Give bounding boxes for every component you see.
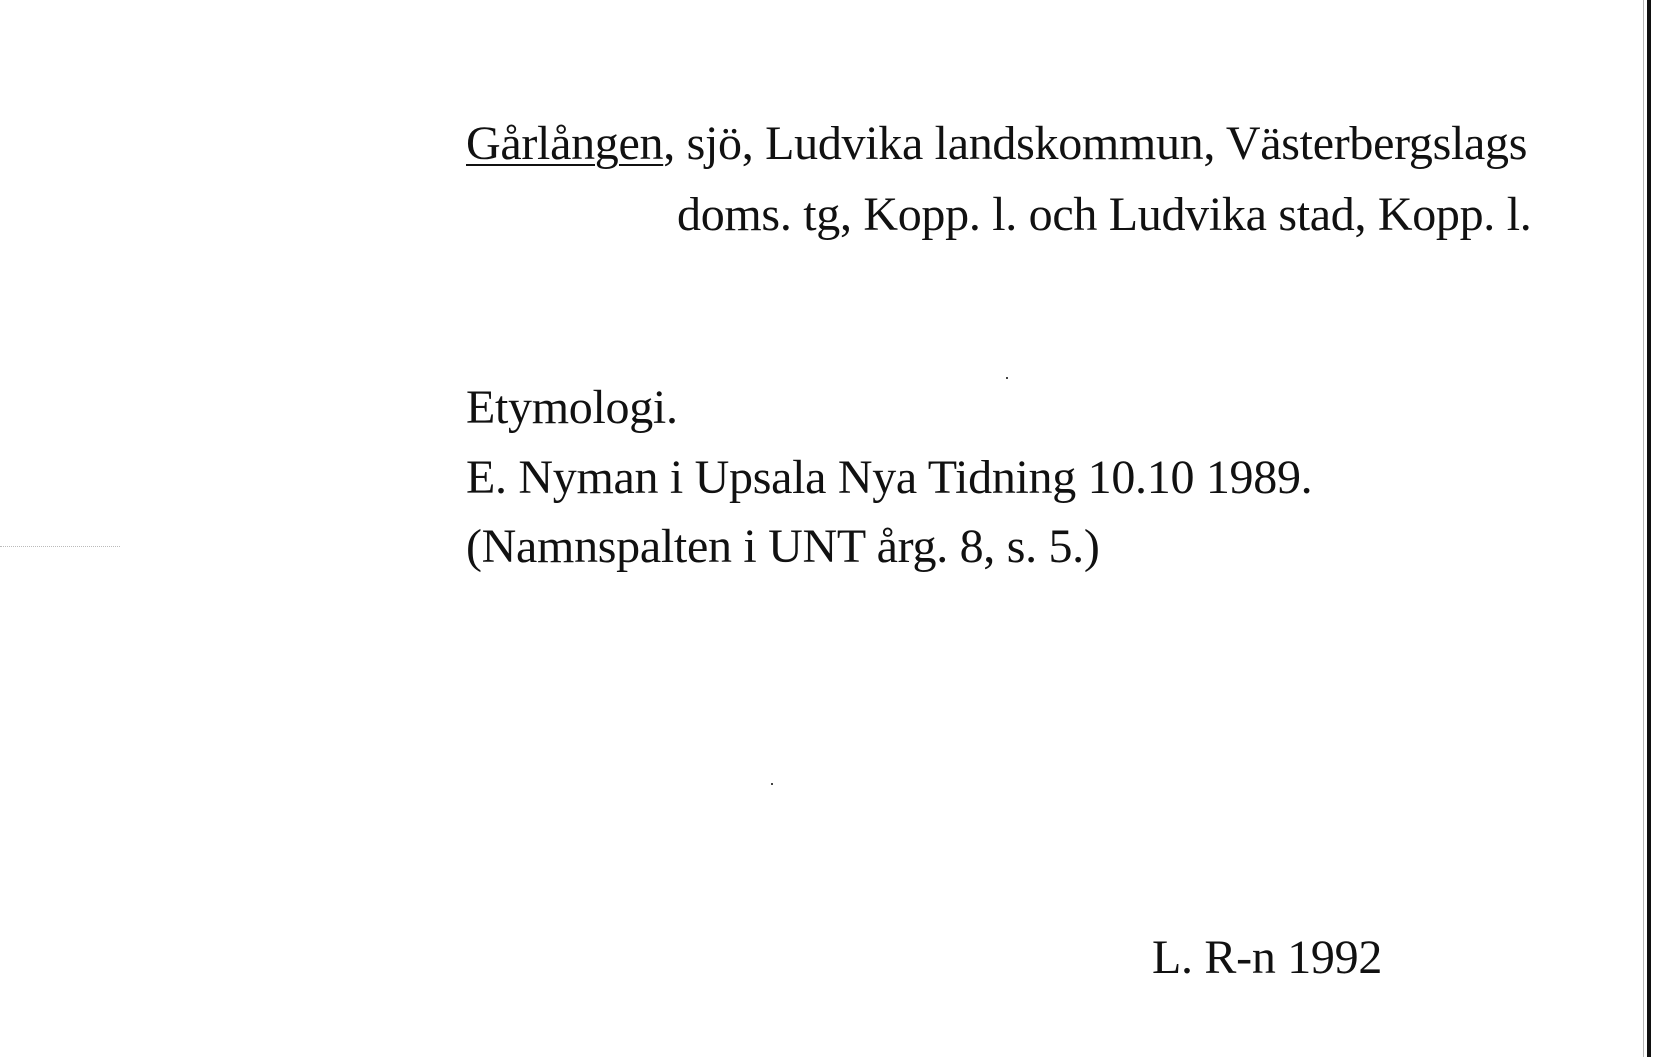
- headword: Gårlången: [466, 117, 664, 170]
- card-right-edge: [1647, 0, 1651, 1057]
- card-edge-shadow: [1643, 0, 1644, 1057]
- source-note: (Namnspalten i UNT årg. 8, s. 5.): [466, 520, 1100, 573]
- scan-speck: [1006, 377, 1008, 379]
- source-line: E. Nyman i Upsala Nya Tidning 10.10 1989.: [466, 451, 1313, 504]
- entry-line-2: doms. tg, Kopp. l. och Ludvika stad, Kopp. l.: [677, 188, 1532, 241]
- scan-speck: [771, 783, 773, 785]
- entry-location: , sjö, Ludvika landskommun, Västerbergslags: [663, 117, 1528, 170]
- entry-line-1: [466, 117, 1528, 170]
- scan-edge-mark: [0, 546, 120, 547]
- signature: L. R-n 1992: [1152, 931, 1383, 984]
- etymology-heading: Etymologi.: [466, 381, 678, 434]
